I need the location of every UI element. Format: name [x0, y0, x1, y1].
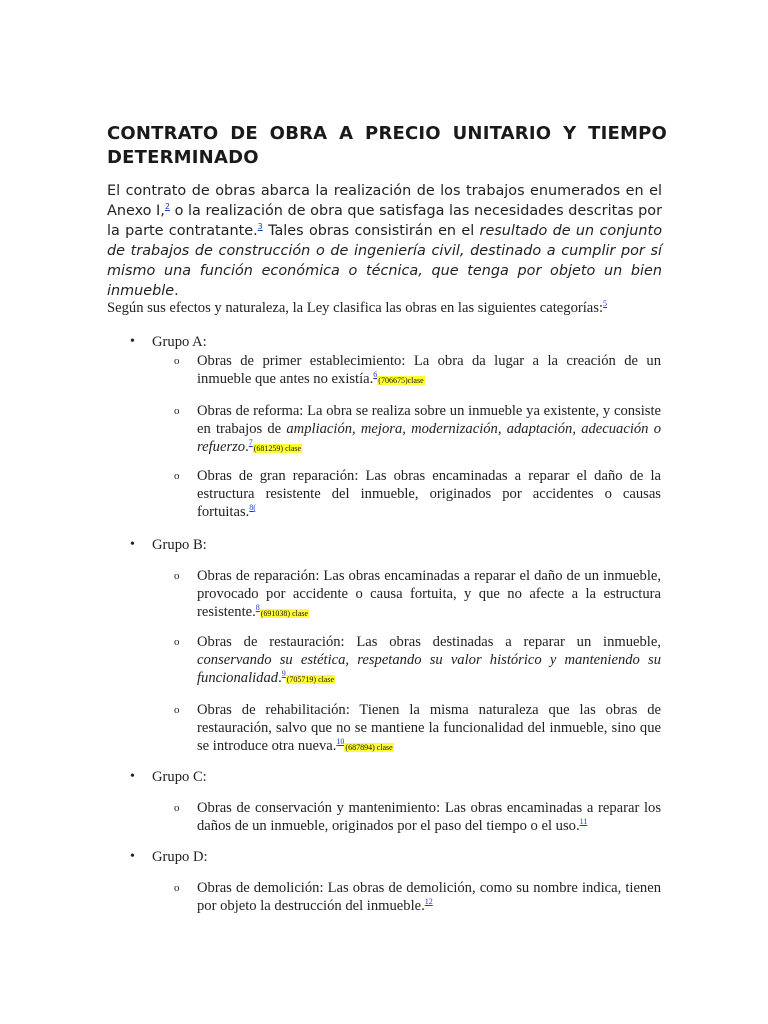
list-item: [174, 879, 661, 915]
item-text: Obras de gran reparación: Las obras encaminadas a reparar el daño de la estructura resistente del inmueble, originados por accidentes o causas fortuitas.: [197, 468, 661, 520]
list-item: [174, 352, 661, 390]
footnote-link[interactable]: 11: [579, 817, 588, 827]
intro-paragraph: [107, 181, 662, 301]
list-item: [174, 633, 661, 689]
highlight-note: (691038) clase: [260, 609, 309, 618]
group-label: Grupo B:: [152, 537, 207, 553]
item-text: Obras de reparación: Las obras encaminadas a reparar el daño de un inmueble, provocado por accidente o causa fortuita, y que no afecte a la estructura resistente.: [197, 568, 661, 620]
group-label: Grupo A:: [152, 334, 207, 350]
item-text-end: .: [278, 670, 282, 686]
footnote-link[interactable]: 8: [249, 503, 254, 513]
sub-bullet-icon: o: [174, 405, 180, 417]
highlight-note: (706675)clase: [378, 376, 424, 385]
intro-text-2: o la realización de obra que satisfaga las necesidades descritas por la parte contratante.: [107, 203, 663, 239]
highlight-note: (687894) clase: [345, 743, 393, 752]
list-item: [174, 701, 661, 757]
group-label: Grupo D:: [152, 849, 208, 865]
intro-text-1: El contrato de obras abarca la realización de los trabajos enumerados en el Anexo I,: [107, 183, 662, 219]
item-text: Obras de demolición: Las obras de demolición, como su nombre indica, tienen por objeto la destrucción del inmueble.: [197, 880, 661, 914]
footnote-link[interactable]: 8: [255, 603, 260, 613]
footnote-link[interactable]: 10: [336, 737, 345, 747]
bullet-icon: •: [130, 334, 135, 349]
list-item: [174, 799, 661, 835]
footnote-link[interactable]: 6: [373, 370, 378, 380]
footnote-link-5[interactable]: 5: [603, 299, 608, 309]
item-text: Obras de restauración: Las obras destinadas a reparar un inmueble,: [197, 634, 661, 650]
item-text: Obras de primer establecimiento: La obra da lugar a la creación de un inmueble que antes no existía.: [197, 353, 661, 387]
document-title: CONTRATO DE OBRA A PRECIO UNITARIO Y TIEMPO DETERMINADO: [107, 123, 667, 168]
footnote-note: (: [253, 503, 256, 513]
categories-lead: [107, 299, 667, 317]
sub-bullet-icon: o: [174, 470, 180, 482]
bullet-icon: •: [130, 537, 135, 552]
group-label: Grupo C:: [152, 769, 207, 785]
footnote-link-3[interactable]: 3: [257, 222, 263, 232]
item-text: Obras de reforma: La obra se realiza sobre un inmueble ya existente, y consiste en trabajos de: [197, 403, 661, 437]
sub-bullet-icon: o: [174, 636, 180, 648]
bullet-icon: •: [130, 769, 135, 784]
sub-bullet-icon: o: [174, 704, 180, 716]
sub-bullet-icon: o: [174, 570, 180, 582]
footnote-link[interactable]: 9: [281, 669, 286, 679]
intro-text-4: .: [174, 283, 179, 299]
sub-bullet-icon: o: [174, 355, 180, 367]
item-italic: conservando su estética, respetando su valor histórico y manteniendo su funcionalidad: [197, 652, 661, 686]
bullet-icon: •: [130, 849, 135, 864]
footnote-link-2[interactable]: 2: [164, 202, 170, 212]
lead-text: Según sus efectos y naturaleza, la Ley clasifica las obras en las siguientes categorías:: [107, 300, 604, 316]
list-item: [174, 567, 661, 623]
list-item: [174, 402, 661, 458]
item-text: Obras de rehabilitación: Tienen la misma naturaleza que las obras de restauración, salvo que no se mantiene la funcionalidad del inmueble, sino que se introduce otra nueva.: [197, 702, 661, 754]
intro-text-3: Tales obras consistirán en el: [262, 223, 480, 239]
list-item: [174, 467, 661, 521]
footnote-link[interactable]: 7: [248, 438, 253, 448]
intro-italic-definition: resultado de un conjunto de trabajos de construcción o de ingeniería civil, destinado a cumplir por sí mismo una función económica o técnica, que tenga por objeto un bien inmueble: [107, 223, 662, 299]
item-italic: ampliación, mejora, modernización, adaptación, adecuación o refuerzo: [197, 421, 661, 455]
item-text: Obras de conservación y mantenimiento: Las obras encaminadas a reparar los daños de un inmueble, originados por el paso del tiempo o el uso.: [197, 800, 661, 834]
highlight-note: (705719) clase: [286, 675, 335, 684]
highlight-note: (681259) clase: [253, 444, 302, 453]
item-text-end: .: [245, 439, 249, 455]
sub-bullet-icon: o: [174, 882, 180, 894]
sub-bullet-icon: o: [174, 802, 180, 814]
footnote-link[interactable]: 12: [424, 897, 433, 907]
